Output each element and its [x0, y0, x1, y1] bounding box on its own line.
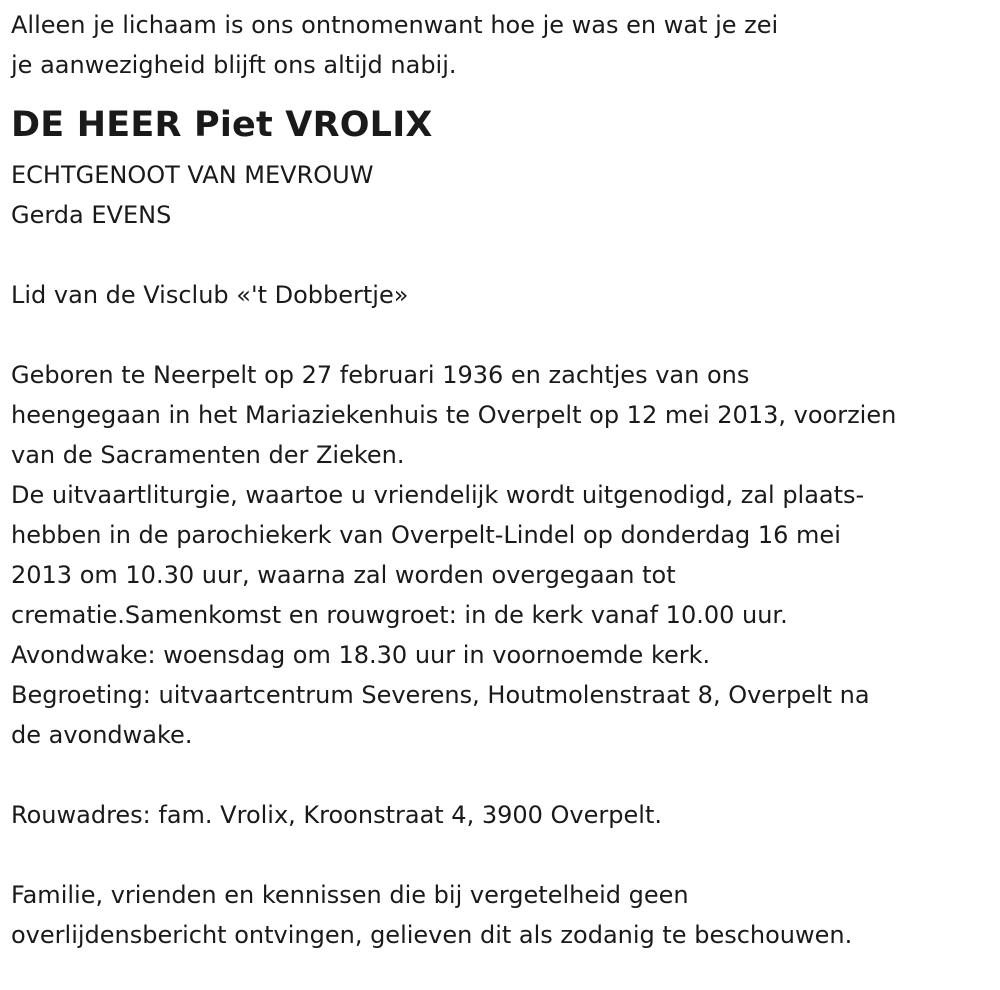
motto-line: je aanwezigheid blijft ons altijd nabij. — [11, 51, 457, 79]
details — [11, 355, 1000, 755]
closing-line: overlijdensbericht ontvingen, gelieven dit als zodanig te beschouwen. — [11, 921, 853, 949]
details-line: de avondwake. — [11, 721, 193, 749]
closing-note — [11, 875, 1000, 955]
mourning-address: Rouwadres: fam. Vrolix, Kroonstraat 4, 3900 Overpelt. — [11, 801, 662, 829]
details-line: De uitvaartliturgie, waartoe u vriendelijk wordt uitgenodigd, zal plaats- — [11, 481, 865, 509]
details-line: hebben in de parochiekerk van Overpelt-Lindel op donderdag 16 mei — [11, 521, 841, 549]
details-line: van de Sacramenten der Zieken. — [11, 441, 405, 469]
deceased-name: DE HEER Piet VROLIX — [11, 105, 433, 145]
details-line: heengegaan in het Mariaziekenhuis te Overpelt op 12 mei 2013, voorzien — [11, 401, 897, 429]
relation-label: ECHTGENOOT VAN MEVROUW — [11, 161, 374, 189]
spouse-name: Gerda EVENS — [11, 201, 172, 229]
motto-line: Alleen je lichaam is ons ontnomenwant hoe je was en wat je zei — [11, 11, 779, 39]
spacer — [11, 315, 1000, 355]
spacer — [11, 235, 1000, 275]
details-line: crematie.Samenkomst en rouwgroet: in de kerk vanaf 10.00 uur. — [11, 601, 788, 629]
spacer — [11, 755, 1000, 795]
details-line: Avondwake: woensdag om 18.30 uur in voornoemde kerk. — [11, 641, 711, 669]
motto — [11, 5, 1000, 85]
closing-line: Familie, vrienden en kennissen die bij vergetelheid geen — [11, 881, 689, 909]
spacer — [11, 835, 1000, 875]
details-line: Geboren te Neerpelt op 27 februari 1936 en zachtjes van ons — [11, 361, 750, 389]
details-line: Begroeting: uitvaartcentrum Severens, Houtmolenstraat 8, Overpelt na — [11, 681, 870, 709]
details-line: 2013 om 10.30 uur, waarna zal worden overgegaan tot — [11, 561, 676, 589]
membership: Lid van de Visclub «'t Dobbertje» — [11, 281, 409, 309]
